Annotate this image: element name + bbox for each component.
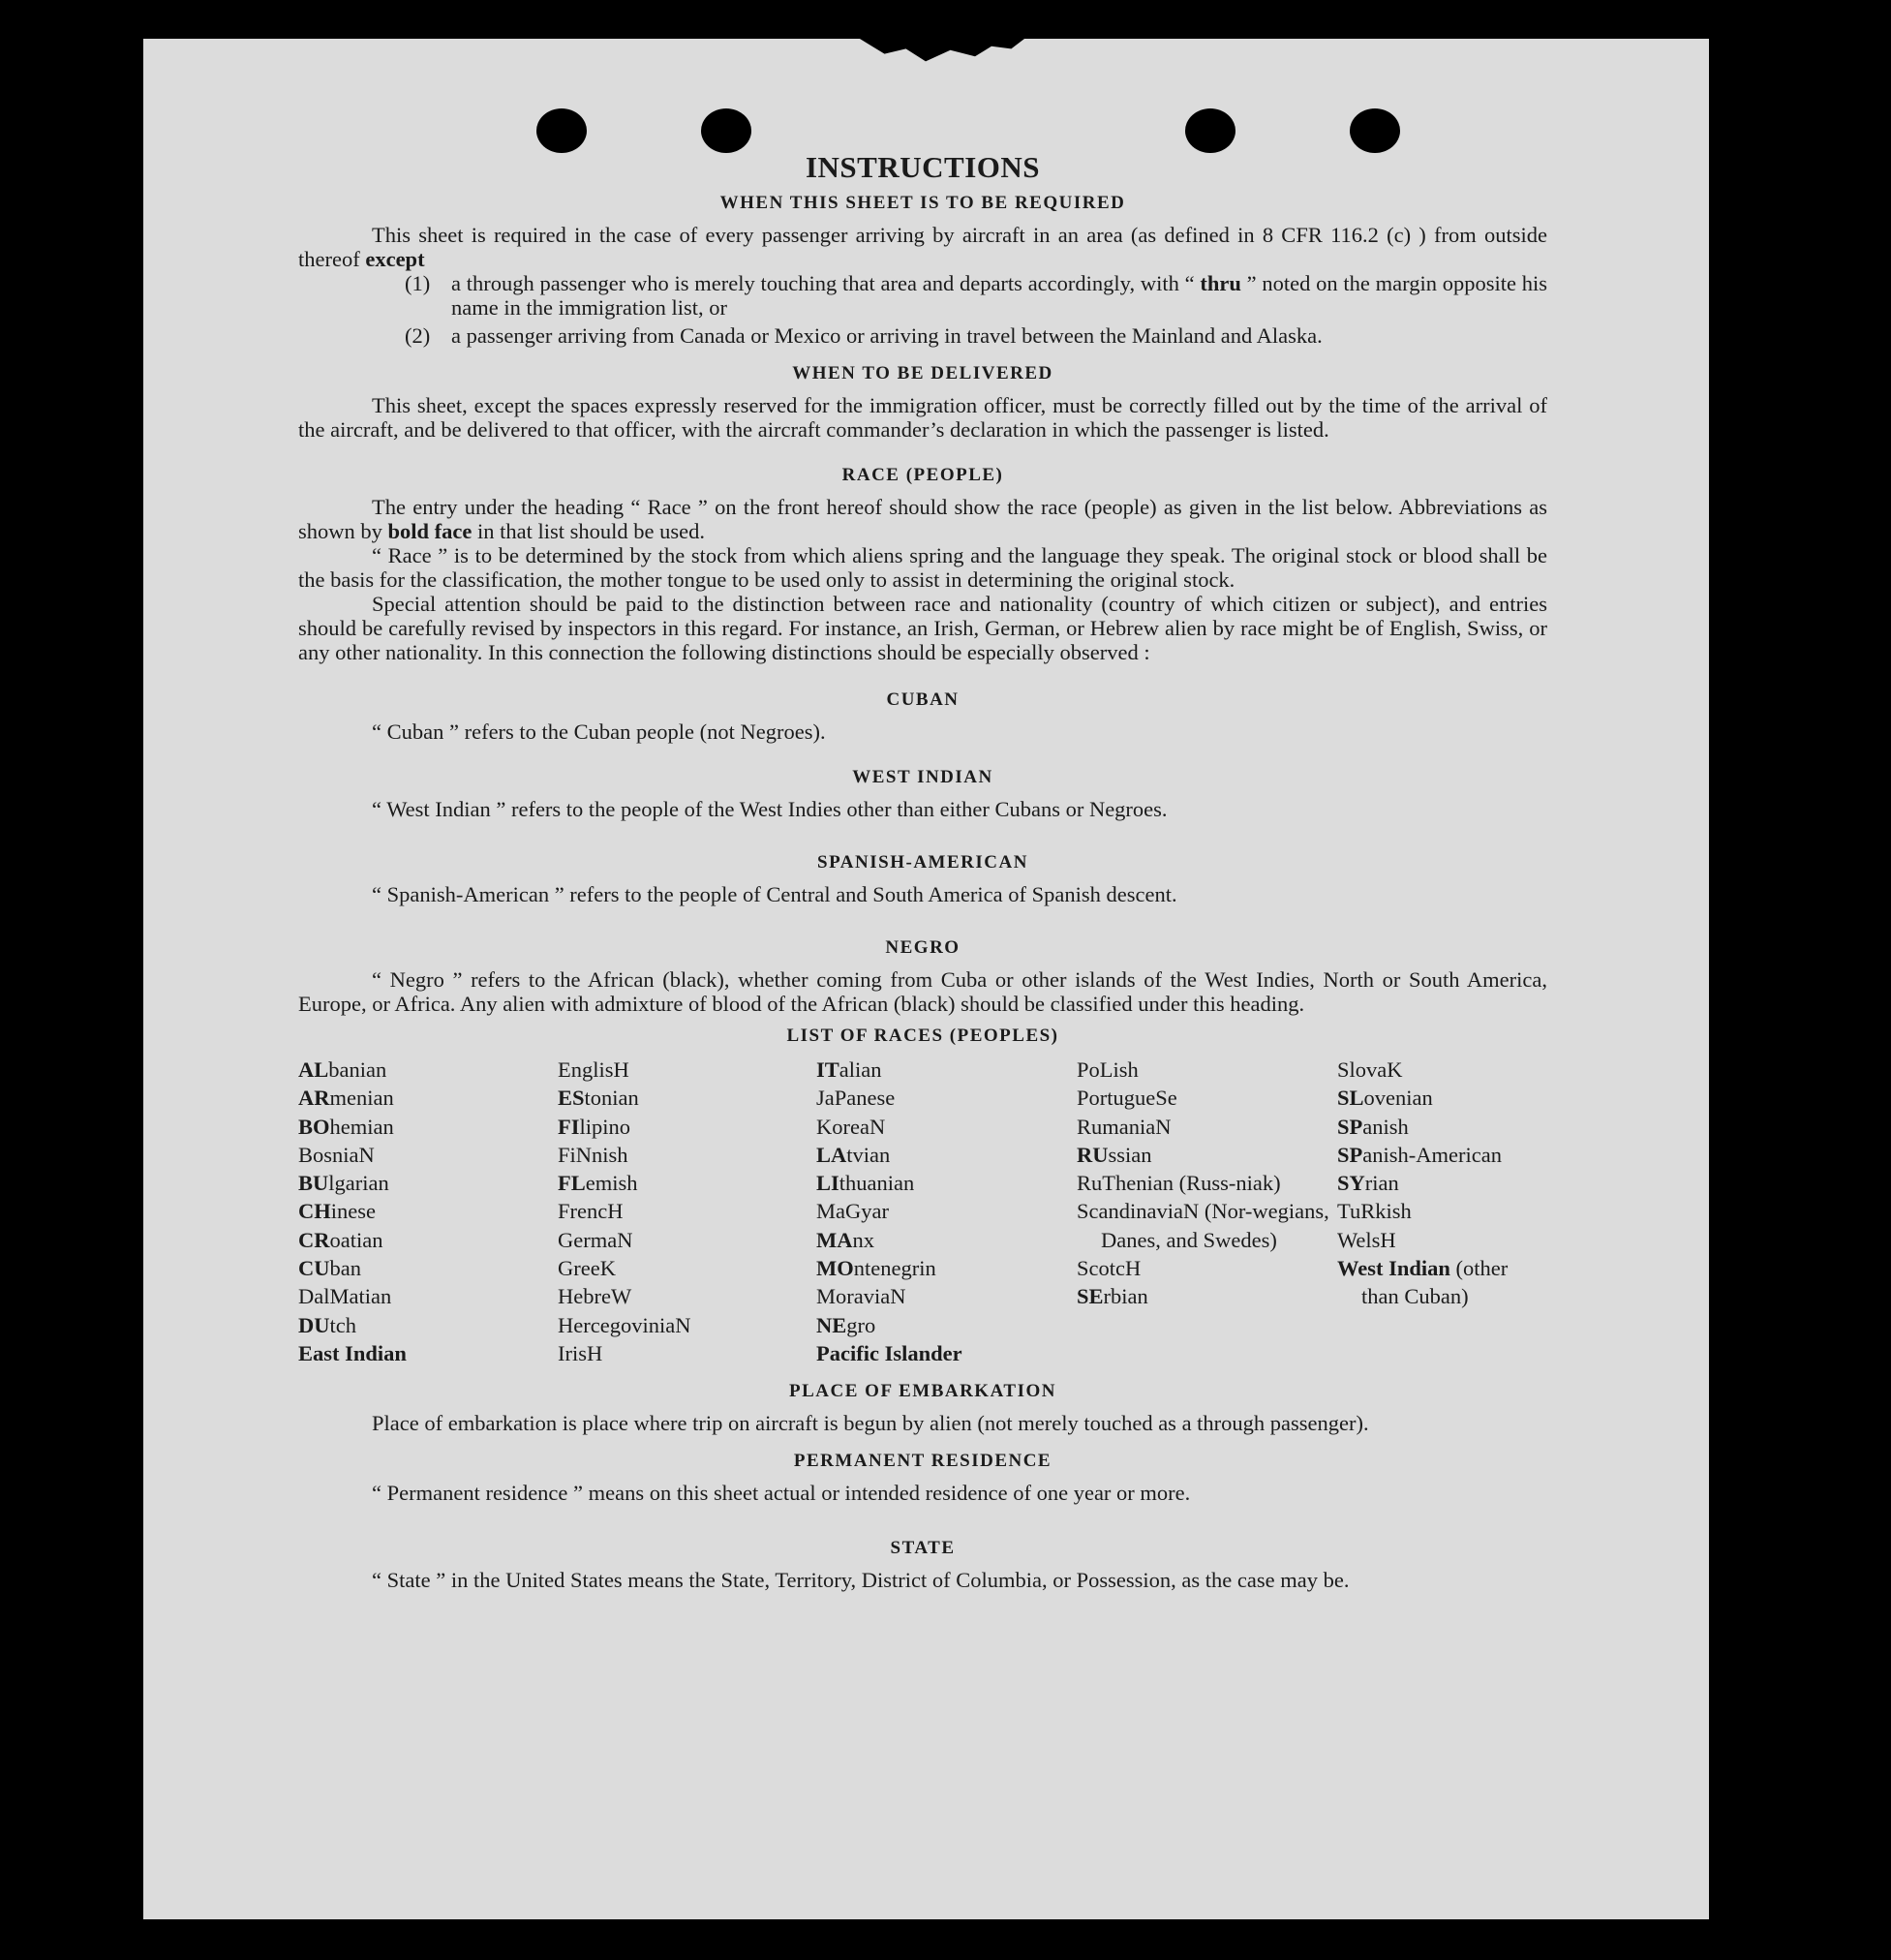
section-heading: PLACE OF EMBARKATION	[789, 1381, 1056, 1402]
race-entry: BosniaN	[298, 1142, 375, 1167]
section-heading: SPANISH-AMERICAN	[817, 852, 1028, 873]
race-entry: TuRkish	[1337, 1199, 1412, 1224]
punch-hole	[1350, 108, 1400, 153]
races-list	[298, 1056, 1547, 1367]
race-entry: SYrian	[1337, 1171, 1399, 1196]
races-column	[1077, 1056, 1337, 1367]
punch-hole	[701, 108, 751, 153]
race-entry: RUssian	[1077, 1142, 1152, 1167]
race-entry: MAnx	[816, 1227, 874, 1252]
races-column	[1337, 1056, 1547, 1367]
paragraph: This sheet is required in the case of every passenger arriving by aircraft in an area (as defined in 8 CFR 116.2 (c) ) from outside thereof except	[298, 223, 1547, 271]
race-entry: GreeK	[558, 1256, 616, 1281]
races-column	[558, 1056, 816, 1367]
paragraph: The entry under the heading “ Race ” on the front hereof should show the race (people) as given in the list below. Abbreviations as shown by bold face in that list should be used.	[298, 495, 1547, 543]
race-entry: ScandinaviaN (Nor-wegians, Danes, and Swedes)	[1077, 1199, 1329, 1252]
race-entry: MOntenegrin	[816, 1256, 936, 1281]
paragraph: “ Negro ” refers to the African (black), whether coming from Cuba or other islands of the West Indies, North or South America, Europe, or Africa. Any alien with admixture of blood of the African (black) should be classified under this heading.	[298, 967, 1547, 1016]
section-heading: NEGRO	[885, 937, 961, 958]
race-entry: SPanish	[1337, 1114, 1409, 1139]
section-heading: WHEN TO BE DELIVERED	[792, 363, 1053, 383]
race-entry: RumaniaN	[1077, 1114, 1172, 1139]
race-entry: KoreaN	[816, 1114, 886, 1139]
race-entry: LIthuanian	[816, 1171, 915, 1196]
list-item: (1) a through passenger who is merely touching that area and departs accordingly, with “ thru ” noted on the margin opposite his name in the immigration list, or	[405, 271, 1548, 320]
race-entry: FrencH	[558, 1199, 624, 1224]
race-entry: SErbian	[1077, 1284, 1148, 1309]
race-entry: DUtch	[298, 1312, 356, 1337]
race-entry: BUlgarian	[298, 1171, 389, 1196]
instructions-content	[298, 150, 1548, 1593]
race-entry: Pacific Islander	[816, 1340, 962, 1365]
race-entry: CHinese	[298, 1199, 376, 1224]
race-entry: JaPanese	[816, 1086, 896, 1111]
paragraph: “ Cuban ” refers to the Cuban people (not Negroes).	[372, 720, 826, 744]
page-title: INSTRUCTIONS	[805, 150, 1040, 184]
races-column	[298, 1056, 558, 1367]
race-entry: LAtvian	[816, 1142, 891, 1167]
paragraph: “ Race ” is to be determined by the stock from which aliens spring and the language they speak. The original stock or blood shall be the basis for the classification, the mother tongue to be used only to assist in determining the original stock.	[298, 543, 1547, 592]
race-entry: FIlipino	[558, 1114, 631, 1139]
race-entry: HercegoviniaN	[558, 1312, 691, 1337]
race-entry: CRoatian	[298, 1227, 383, 1252]
torn-edge	[860, 39, 1024, 64]
section-heading: STATE	[890, 1538, 956, 1559]
race-entry: ITalian	[816, 1057, 882, 1082]
race-entry: SPanish-American	[1337, 1142, 1502, 1167]
race-entry: EnglisH	[558, 1057, 629, 1082]
race-entry: MaGyar	[816, 1199, 889, 1224]
race-entry: SLovenian	[1337, 1086, 1433, 1111]
race-entry: MoraviaN	[816, 1284, 906, 1309]
punch-hole	[536, 108, 587, 153]
race-entry: FiNnish	[558, 1142, 628, 1167]
punch-hole	[1185, 108, 1235, 153]
section-heading: WEST INDIAN	[852, 767, 993, 787]
document-sheet	[143, 39, 1709, 1919]
race-entry: EStonian	[558, 1086, 639, 1111]
race-entry: ARmenian	[298, 1086, 394, 1111]
paragraph: “ Spanish-American ” refers to the people of Central and South America of Spanish descent.	[372, 882, 1177, 906]
race-entry: West Indian (other than Cuban)	[1337, 1256, 1509, 1309]
paragraph: “ State ” in the United States means the State, Territory, District of Columbia, or Possession, as the case may be.	[372, 1568, 1350, 1593]
section-heading: PERMANENT RESIDENCE	[793, 1451, 1052, 1472]
race-entry: ALbanian	[298, 1057, 387, 1082]
race-entry: ScotcH	[1077, 1256, 1142, 1281]
list-item: (2) a passenger arriving from Canada or Mexico or arriving in travel between the Mainland and Alaska.	[405, 323, 1323, 348]
race-entry: FLemish	[558, 1171, 638, 1196]
race-entry: PortugueSe	[1077, 1086, 1177, 1111]
race-entry: GermaN	[558, 1227, 633, 1252]
section-heading: CUBAN	[886, 689, 960, 710]
race-entry: DalMatian	[298, 1284, 392, 1309]
race-entry: SlovaK	[1337, 1057, 1403, 1082]
section-heading: RACE (PEOPLE)	[841, 465, 1004, 485]
race-entry: RuThenian (Russ-niak)	[1077, 1171, 1281, 1196]
paragraph: “ West Indian ” refers to the people of the West Indies other than either Cubans or Negroes.	[372, 797, 1168, 821]
section-heading: WHEN THIS SHEET IS TO BE REQUIRED	[719, 193, 1126, 213]
race-entry: East Indian	[298, 1340, 407, 1365]
section-heading: LIST OF RACES (PEOPLES)	[786, 1026, 1059, 1046]
race-entry: WelsH	[1337, 1227, 1396, 1252]
race-entry: HebreW	[558, 1284, 632, 1309]
race-entry: BOhemian	[298, 1114, 394, 1139]
race-entry: PoLish	[1077, 1057, 1139, 1082]
paragraph: This sheet, except the spaces expressly reserved for the immigration officer, must be correctly filled out by the time of the arrival of the aircraft, and be delivered to that officer, with the aircraft commander’s declaration in which the passenger is listed.	[298, 393, 1547, 442]
paragraph: Special attention should be paid to the distinction between race and nationality (country of which citizen or subject), and entries should be carefully revised by inspectors in this regard. For instance, an Irish, German, or Hebrew alien by race might be of English, Swiss, or any other nationality. In this connection the following distinctions should be especially observed :	[298, 592, 1547, 664]
paragraph: Place of embarkation is place where trip on aircraft is begun by alien (not merely touched as a through passenger).	[372, 1411, 1369, 1436]
race-entry: CUban	[298, 1256, 361, 1281]
paragraph: “ Permanent residence ” means on this sheet actual or intended residence of one year or more.	[372, 1481, 1191, 1506]
race-entry: IrisH	[558, 1340, 603, 1365]
races-column	[816, 1056, 1077, 1367]
race-entry: NEgro	[816, 1312, 876, 1337]
